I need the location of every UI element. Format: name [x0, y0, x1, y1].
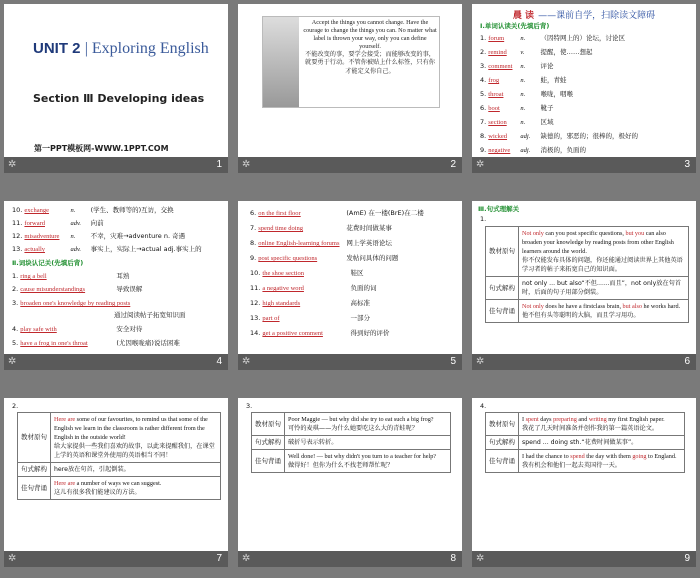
list-item: 12. high standards 高标准 — [250, 299, 370, 307]
sentence-table — [485, 412, 685, 473]
table-row — [486, 227, 689, 277]
recite-translation: 做得好！但你为什么不找老师帮忙呢？ — [288, 462, 394, 469]
recite-translation: 他不但有头等聪明的大脑，而且学习用功。 — [522, 312, 640, 319]
slide-number: 2 — [450, 159, 456, 170]
list-item: 12. misadventure n. 不幸，灾难→adventure n. 奇遇 — [12, 232, 186, 240]
slide-5-thumbnail[interactable] — [238, 201, 462, 370]
recite-translation: 这儿有很多我们能建议的方法。 — [54, 489, 141, 496]
list-item: 9. post specific questions 发帖问具体的问题 — [250, 254, 399, 262]
table-row — [18, 413, 221, 463]
slide-9-thumbnail[interactable] — [472, 398, 696, 567]
slide-number: 8 — [450, 553, 456, 564]
slide-7-thumbnail[interactable] — [4, 398, 228, 567]
list-item: 2. remind v. 提醒，使……想起 — [480, 48, 593, 56]
table-row — [252, 450, 451, 473]
row-label: 佳句背诵 — [18, 477, 51, 500]
slide-3-thumbnail[interactable] — [472, 4, 696, 173]
list-item: 5. have a frog in one's throat (尤因喉咙痛)说话困难 — [12, 339, 180, 347]
original-translation: 可怜的麦琪——为什么她要吃这么大的青蛙呢？ — [288, 425, 418, 432]
slide-status-bar — [4, 354, 228, 370]
section-title: Section Ⅲ Developing ideas — [33, 92, 205, 105]
list-item: 2. cause misunderstandings 导致误解 — [12, 285, 143, 293]
row-content — [51, 413, 221, 463]
row-content — [519, 413, 685, 436]
slide-number: 6 — [684, 356, 690, 367]
quote-card — [262, 16, 440, 108]
list-item: 7. spend time doing 花费时间做某事 — [250, 224, 392, 232]
row-label: 教材原句 — [486, 413, 519, 436]
sentence-table — [251, 412, 451, 473]
row-label: 句式解构 — [18, 463, 51, 477]
phrase-subtitle: Ⅱ.词块认记关(先填后背) — [12, 259, 84, 267]
structure-note: not only ... but also“不但……而且”，not only放在句首时，后面的句子用部分倒装。 — [519, 277, 689, 300]
list-item: 8. wicked adj. 缺德的，邪恶的；很棒的，极好的 — [480, 132, 638, 140]
header-text: ——课前自学，扫除读文障碍 — [538, 11, 656, 21]
structure-note: here放在句首，引起倒装。 — [51, 463, 221, 477]
unit-name: | Exploring English — [84, 40, 209, 57]
original-sentence: Not only can you post specific questions, but you can also broaden your knowledge by reading posts from other English learners around the world. — [522, 230, 674, 255]
recite-sentence: I had the chance to spend the day with them going to England. — [522, 453, 677, 460]
slide-status-bar — [472, 157, 696, 173]
list-item-translation: 通过阅读帖子拓宽知识面 — [114, 311, 186, 319]
morning-read-header — [472, 8, 696, 21]
recite-sentence: Not only does he have a firstclass brain, but also he works hard. — [522, 303, 681, 310]
star-icon[interactable]: ✲ — [242, 553, 251, 564]
row-content — [285, 450, 451, 473]
table-row — [18, 463, 221, 477]
list-item: 7. section n. 区域 — [480, 118, 554, 126]
row-label: 句式解构 — [252, 436, 285, 450]
slide-1-thumbnail[interactable] — [4, 4, 228, 173]
star-icon[interactable]: ✲ — [476, 159, 485, 170]
vocab-subtitle: Ⅰ.单词认读关(先填后背) — [480, 22, 550, 30]
star-icon[interactable]: ✲ — [476, 553, 485, 564]
recite-sentence: Here are a number of ways we can suggest. — [54, 480, 162, 487]
original-sentence: Here are some of our favourites, to remind us that some of the English we learn in the classroom is rather different from the English in the outside world! — [54, 416, 208, 441]
table-row — [486, 300, 689, 323]
row-label: 教材原句 — [486, 227, 519, 277]
row-content — [51, 477, 221, 500]
item-number: 3. — [246, 402, 253, 410]
slide-status-bar — [472, 551, 696, 567]
table-row — [486, 413, 685, 436]
row-label: 佳句背诵 — [252, 450, 285, 473]
table-row — [18, 477, 221, 500]
table-row — [252, 413, 451, 436]
decorative-strip — [263, 17, 299, 107]
row-label: 佳句背诵 — [486, 300, 519, 323]
original-translation: 给大家提供一些我们喜欢的故事，以此来提醒我们，在课堂上学的英语和课堂外使用的英语相当不同！ — [54, 443, 215, 459]
recite-sentence: Well done! — but why didn't you turn to a teacher for help? — [288, 453, 437, 460]
slide-status-bar — [472, 354, 696, 370]
slide-status-bar — [238, 551, 462, 567]
slide-number: 9 — [684, 553, 690, 564]
list-item: 13. part of 一部分 — [250, 314, 370, 322]
quote-text — [303, 19, 437, 76]
original-translation: 我花了几天时间准备并创作我的第一篇英语论文。 — [522, 425, 659, 432]
list-item: 9. negative adj. 消极的，负面的 — [480, 146, 586, 154]
footer-text: 第一PPT模板网-WWW.1PPT.COM — [34, 144, 169, 153]
star-icon[interactable]: ✲ — [8, 553, 17, 564]
star-icon[interactable]: ✲ — [242, 356, 251, 367]
list-item: 4. play safe with 安全对待 — [12, 325, 143, 333]
structure-note: spend ... doing sth.“花费时间做某事”。 — [519, 436, 685, 450]
quote-chinese: 不能改变的事，要学会接受；而能够改变的事，就要勇于行动。不管你被贴上什么标签，只有你才能定义你自己。 — [305, 51, 435, 75]
row-content — [519, 227, 689, 277]
list-item: 8. online English-learning forums 网上学英语论坛 — [250, 239, 392, 247]
list-item: 14. get a positive comment 得到好的评价 — [250, 329, 390, 337]
list-item: 5. throat n. 喉咙，咽喉 — [480, 90, 573, 98]
slide-status-bar — [238, 354, 462, 370]
row-label: 教材原句 — [18, 413, 51, 463]
slide-status-bar — [4, 551, 228, 567]
list-item: 4. frog n. 蛙，青蛙 — [480, 76, 567, 84]
table-row — [486, 450, 685, 473]
slide-status-bar — [238, 157, 462, 173]
header-mark: 晨 读 — [512, 11, 535, 21]
slide-2-thumbnail[interactable] — [238, 4, 462, 173]
list-item: 10. the shoe section 鞋区 — [250, 269, 364, 277]
slide-6-thumbnail[interactable] — [472, 201, 696, 370]
unit-label: UNIT 2 — [33, 40, 81, 57]
list-item: 3. broaden one's knowledge by reading posts — [12, 299, 131, 307]
list-item: 6. on the first floor (AmE) 在一楼(BrE)在二楼 — [250, 209, 424, 217]
row-content — [519, 450, 685, 473]
recite-translation: 我有机会和他们一起去英国待一天。 — [522, 462, 621, 469]
sentence-table — [17, 412, 221, 500]
table-row — [486, 277, 689, 300]
slide-number: 4 — [216, 356, 222, 367]
slide-number: 3 — [684, 159, 690, 170]
star-icon[interactable]: ✲ — [476, 356, 485, 367]
star-icon[interactable]: ✲ — [8, 356, 17, 367]
list-item: 3. comment n. 评论 — [480, 62, 554, 70]
list-item: 6. boot n. 靴子 — [480, 104, 554, 112]
list-item: 1. ring a bell 耳熟 — [12, 272, 130, 280]
quote-english: Accept the things you cannot change. Have the courage to change the things you can. No matter what label is thrown your way, only you can define yourself. — [303, 19, 437, 51]
row-content — [285, 413, 451, 436]
list-item: 11. forward adv. 向前 — [12, 219, 104, 227]
original-sentence: Poor Maggie — but why did she try to eat such a big frog? — [288, 416, 434, 423]
item-number: 1. — [480, 215, 487, 223]
slide-number: 5 — [450, 356, 456, 367]
sentence-heading: Ⅲ.句式理解关 — [478, 205, 520, 213]
slide-status-bar — [4, 157, 228, 173]
original-sentence: I spent days preparing and writing my first English paper. — [522, 416, 665, 423]
table-row — [486, 436, 685, 450]
row-label: 佳句背诵 — [486, 450, 519, 473]
slide-number: 7 — [216, 553, 222, 564]
row-label: 教材原句 — [252, 413, 285, 436]
star-icon[interactable]: ✲ — [8, 159, 17, 170]
slide-4-thumbnail[interactable] — [4, 201, 228, 370]
slide-8-thumbnail[interactable] — [238, 398, 462, 567]
list-item: 10. exchange n. (学生、教师等的)互访，交换 — [12, 206, 174, 214]
list-item: 11. a negative word 负面的词 — [250, 284, 377, 292]
item-number: 4. — [480, 402, 487, 410]
slide-number: 1 — [216, 159, 222, 170]
star-icon[interactable]: ✲ — [242, 159, 251, 170]
table-row — [252, 436, 451, 450]
unit-title — [33, 40, 209, 58]
sentence-table — [485, 226, 689, 323]
item-number: 2. — [12, 402, 19, 410]
list-item: 1. forum n. （因特网上的）论坛，讨论区 — [480, 34, 625, 42]
list-item: 13. actually adv. 事实上，实际上→actual adj.事实上的 — [12, 245, 202, 253]
row-label: 句式解构 — [486, 436, 519, 450]
row-label: 句式解构 — [486, 277, 519, 300]
structure-note: 破折号表示转折。 — [285, 436, 451, 450]
row-content — [519, 300, 689, 323]
original-translation: 你不仅能发布具体的问题，你还能通过阅读世界上其他英语学习者的帖子来拓宽自己的知识面。 — [522, 257, 683, 273]
